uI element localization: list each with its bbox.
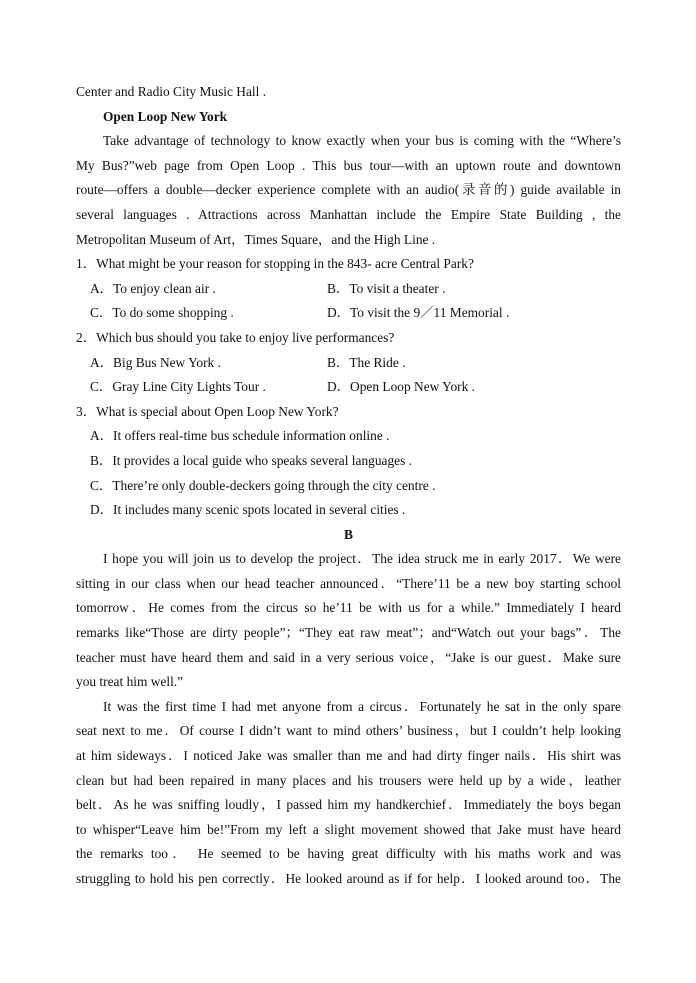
option-c: C．There’re only double-deckers going through the city centre . <box>90 477 436 493</box>
option-d: D．It includes many scenic spots located in several cities . <box>90 502 406 518</box>
question-stem: 2．Which bus should you take to enjoy live performances? <box>76 329 395 345</box>
option-b: B．It provides a local guide who speaks several languages . <box>90 452 413 468</box>
section-b-label: B <box>344 526 353 542</box>
document-page <box>76 80 621 892</box>
option-row <box>76 351 621 376</box>
passage-a-line: route—offers a double—decker experience complete with an audio(录音的) guide available in <box>76 182 621 198</box>
paragraph-line: teacher must have heard them and said in a very serious voice，“Jake is our guest．Make sure <box>76 649 621 665</box>
passage-a-line: Take advantage of technology to know exactly when your bus is coming with the “Where’s <box>103 133 621 149</box>
option-row <box>76 301 621 326</box>
question-stem: 3．What is special about Open Loop New York? <box>76 403 339 419</box>
paragraph-line: seat next to me．Of course I didn’t want to mind others’ business，but I couldn’t help looking <box>76 723 621 739</box>
paragraph-line: sitting in our class when our head teacher announced．“There’11 be a new boy starting school <box>76 575 621 591</box>
option-a: A．Big Bus New York . <box>90 354 221 370</box>
paragraph-line: belt．As he was sniffing loudly，I passed him my handkerchief．Immediately the boys began <box>76 797 621 813</box>
passage-a-line: Metropolitan Museum of Art，Times Square，and the High Line . <box>76 231 436 247</box>
passage-a-line: My Bus?”web page from Open Loop . This bus tour—with an uptown route and downtown <box>76 157 621 173</box>
passage-a-line: several languages . Attractions across Manhattan include the Empire State Building , the <box>76 206 621 222</box>
paragraph-line: struggling to hold his pen correctly．He looked around as if for help．I looked around too．The <box>76 871 621 886</box>
paragraph-line: to whisper“Leave him be!”From my left a slight movement showed that Jake must have heard <box>76 821 621 837</box>
question-stem: 1．What might be your reason for stopping in the 843- acre Central Park? <box>76 256 474 272</box>
option-c: C．Gray Line City Lights Tour . <box>90 379 266 395</box>
paragraph-line: the remarks too． He seemed to be having great difficulty with his maths work and was <box>76 846 621 862</box>
option-row <box>76 375 621 400</box>
option-a: A．It offers real-time bus schedule information online . <box>90 428 390 444</box>
option-a: A．To enjoy clean air . <box>90 280 216 296</box>
paragraph-line: It was the first time I had met anyone from a circus．Fortunately he sat in the only spare <box>103 698 621 714</box>
passage-a-line: Center and Radio City Music Hall . <box>76 84 267 99</box>
paragraph-line: I hope you will join us to develop the project．The idea struck me in early 2017．We were <box>103 551 621 567</box>
paragraph-line: tomorrow．He comes from the circus so he’11 be with us for a while.” Immediately I heard <box>76 600 621 616</box>
option-b: B．The Ride . <box>327 354 406 370</box>
option-c: C．To do some shopping . <box>90 305 234 321</box>
option-row <box>76 277 621 302</box>
paragraph-line: clean but had been repaired in many places and his trousers were held up by a wide，leather <box>76 772 621 788</box>
section-heading: Open Loop New York <box>103 108 228 124</box>
option-d: D．Open Loop New York . <box>327 379 476 395</box>
paragraph-line: remarks like“Those are dirty people”；“They eat raw meat”；and“Watch out your bags”．The <box>76 625 621 641</box>
paragraph-line: you treat him well.” <box>76 674 184 690</box>
option-d: D．To visit the 9／11 Memorial . <box>327 305 510 321</box>
option-b: B．To visit a theater . <box>327 280 446 296</box>
paragraph-line: at him sideways．I noticed Jake was smaller than me and had dirty finger nails．His shirt was <box>76 748 621 764</box>
